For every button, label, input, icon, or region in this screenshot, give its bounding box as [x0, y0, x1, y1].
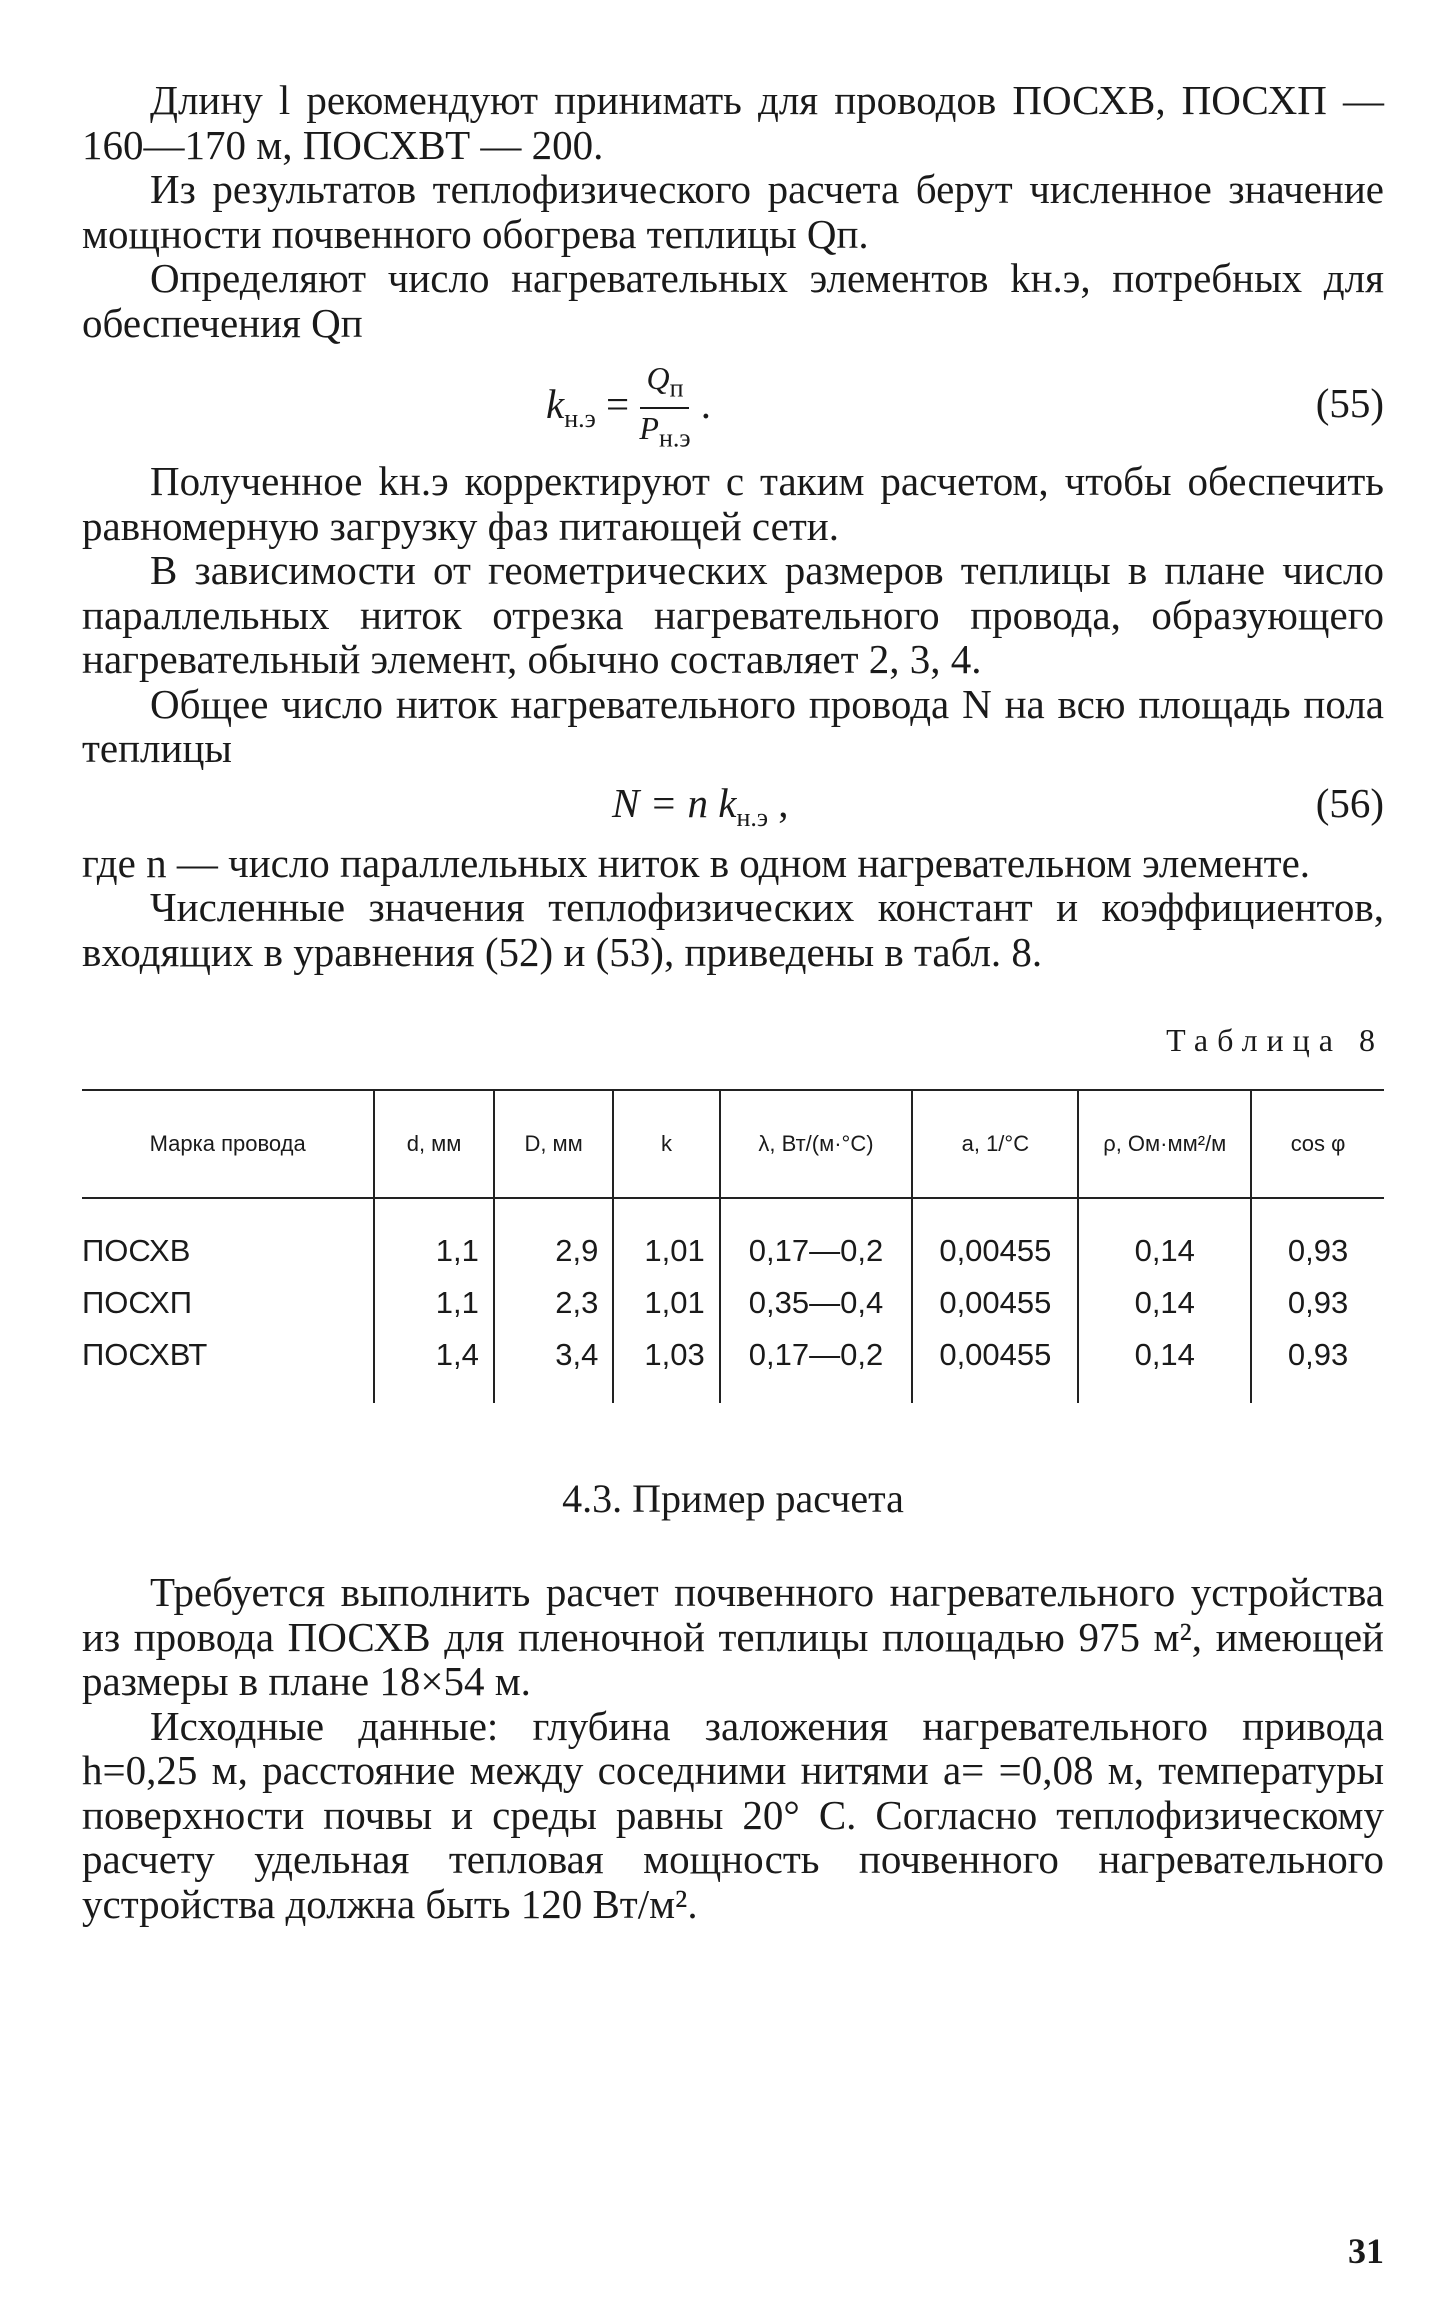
- paragraph-example-input: Исходные данные: глубина заложения нагревательного привода h=0,25 м, расстояние между соседними нитями a= =0,08 м, температуры поверхности почвы и среды равны 20° С. Согласно теплофизическому расчету удельная тепловая мощность почвенного нагревательного устройства должна быть 120 Вт/м².: [82, 1702, 1384, 1927]
- paragraph-element-count: Определяют число нагревательных элементов kн.э, потребных для обеспечения Qп: [82, 255, 1384, 346]
- page: [82, 78, 1384, 1926]
- table-row: ПОСХВ 1,1 2,9 1,01 0,17—0,2 0,00455 0,14 0,93: [82, 1198, 1384, 1277]
- section-title: 4.3. Пример расчета: [562, 1476, 904, 1521]
- table-row: ПОСХП 1,1 2,3 1,01 0,35—0,4 0,00455 0,14 0,93: [82, 1277, 1384, 1329]
- header-cos-phi: cos φ: [1251, 1090, 1384, 1198]
- equation-56-formula: N = n $k_{н.э}$ ,: [612, 779, 789, 832]
- paragraph-total-threads: Общее число ниток нагревательного провода N на всю площадь пола теплицы: [82, 680, 1384, 771]
- paragraph-example-task: Требуется выполнить расчет почвенного нагревательного устройства из провода ПОСХВ для пленочной теплицы площадью 975 м², имеющей размеры в плане 18×54 м.: [82, 1569, 1384, 1704]
- paragraph-heating-power: Из результатов теплофизического расчета берут численное значение мощности почвенного обогрева теплицы Qп.: [82, 166, 1384, 257]
- paragraph-wire-length: Длину l рекомендуют принимать для проводов ПОСХВ, ПОСХП — 160—170 м, ПОСХВТ — 200.: [82, 77, 1384, 168]
- paragraph-where-n: где n — число параллельных ниток в одном нагревательном элементе.: [82, 839, 1311, 886]
- header-k: k: [613, 1090, 719, 1198]
- table-row: ПОСХВТ 1,4 3,4 1,03 0,17—0,2 0,00455 0,14 0,93: [82, 1329, 1384, 1403]
- page-number: 31: [1348, 2231, 1384, 2271]
- header-a: a, 1/°С: [912, 1090, 1078, 1198]
- header-wire-brand: Марка провода: [82, 1090, 374, 1198]
- paragraph-correction: Полученное kн.э корректируют с таким расчетом, чтобы обеспечить равномерную загрузку фаз питающей сети.: [82, 458, 1384, 549]
- header-d: d, мм: [374, 1090, 494, 1198]
- paragraph-constants: Численные значения теплофизических констант и коэффициентов, входящих в уравнения (52) и (53), приведены в табл. 8.: [82, 884, 1384, 975]
- fraction: $\frac{Q_п}{P_{н.э}}$: [639, 360, 691, 453]
- equation-55-formula: $k_{н.э}$ = $\frac{Q_п}{P_{н.э}}$ .: [546, 359, 711, 458]
- equation-56: [82, 771, 1384, 841]
- header-lambda: λ, Вт/(м·°С): [720, 1090, 913, 1198]
- table-caption: Таблица 8: [1166, 1022, 1384, 1058]
- table-header-row: [82, 1090, 1384, 1198]
- header-D: D, мм: [494, 1090, 614, 1198]
- equation-55-number: (55): [1315, 380, 1384, 426]
- wire-properties-table: [82, 1089, 1384, 1403]
- equation-55: [82, 359, 1384, 459]
- paragraph-parallel-threads: В зависимости от геометрических размеров теплицы в плане число параллельных ниток отрезка нагревательного провода, образующего нагревательный элемент, обычно составляет 2, 3, 4.: [82, 547, 1384, 682]
- equation-56-number: (56): [1315, 779, 1384, 826]
- header-rho: ρ, Ом·мм²/м: [1078, 1090, 1251, 1198]
